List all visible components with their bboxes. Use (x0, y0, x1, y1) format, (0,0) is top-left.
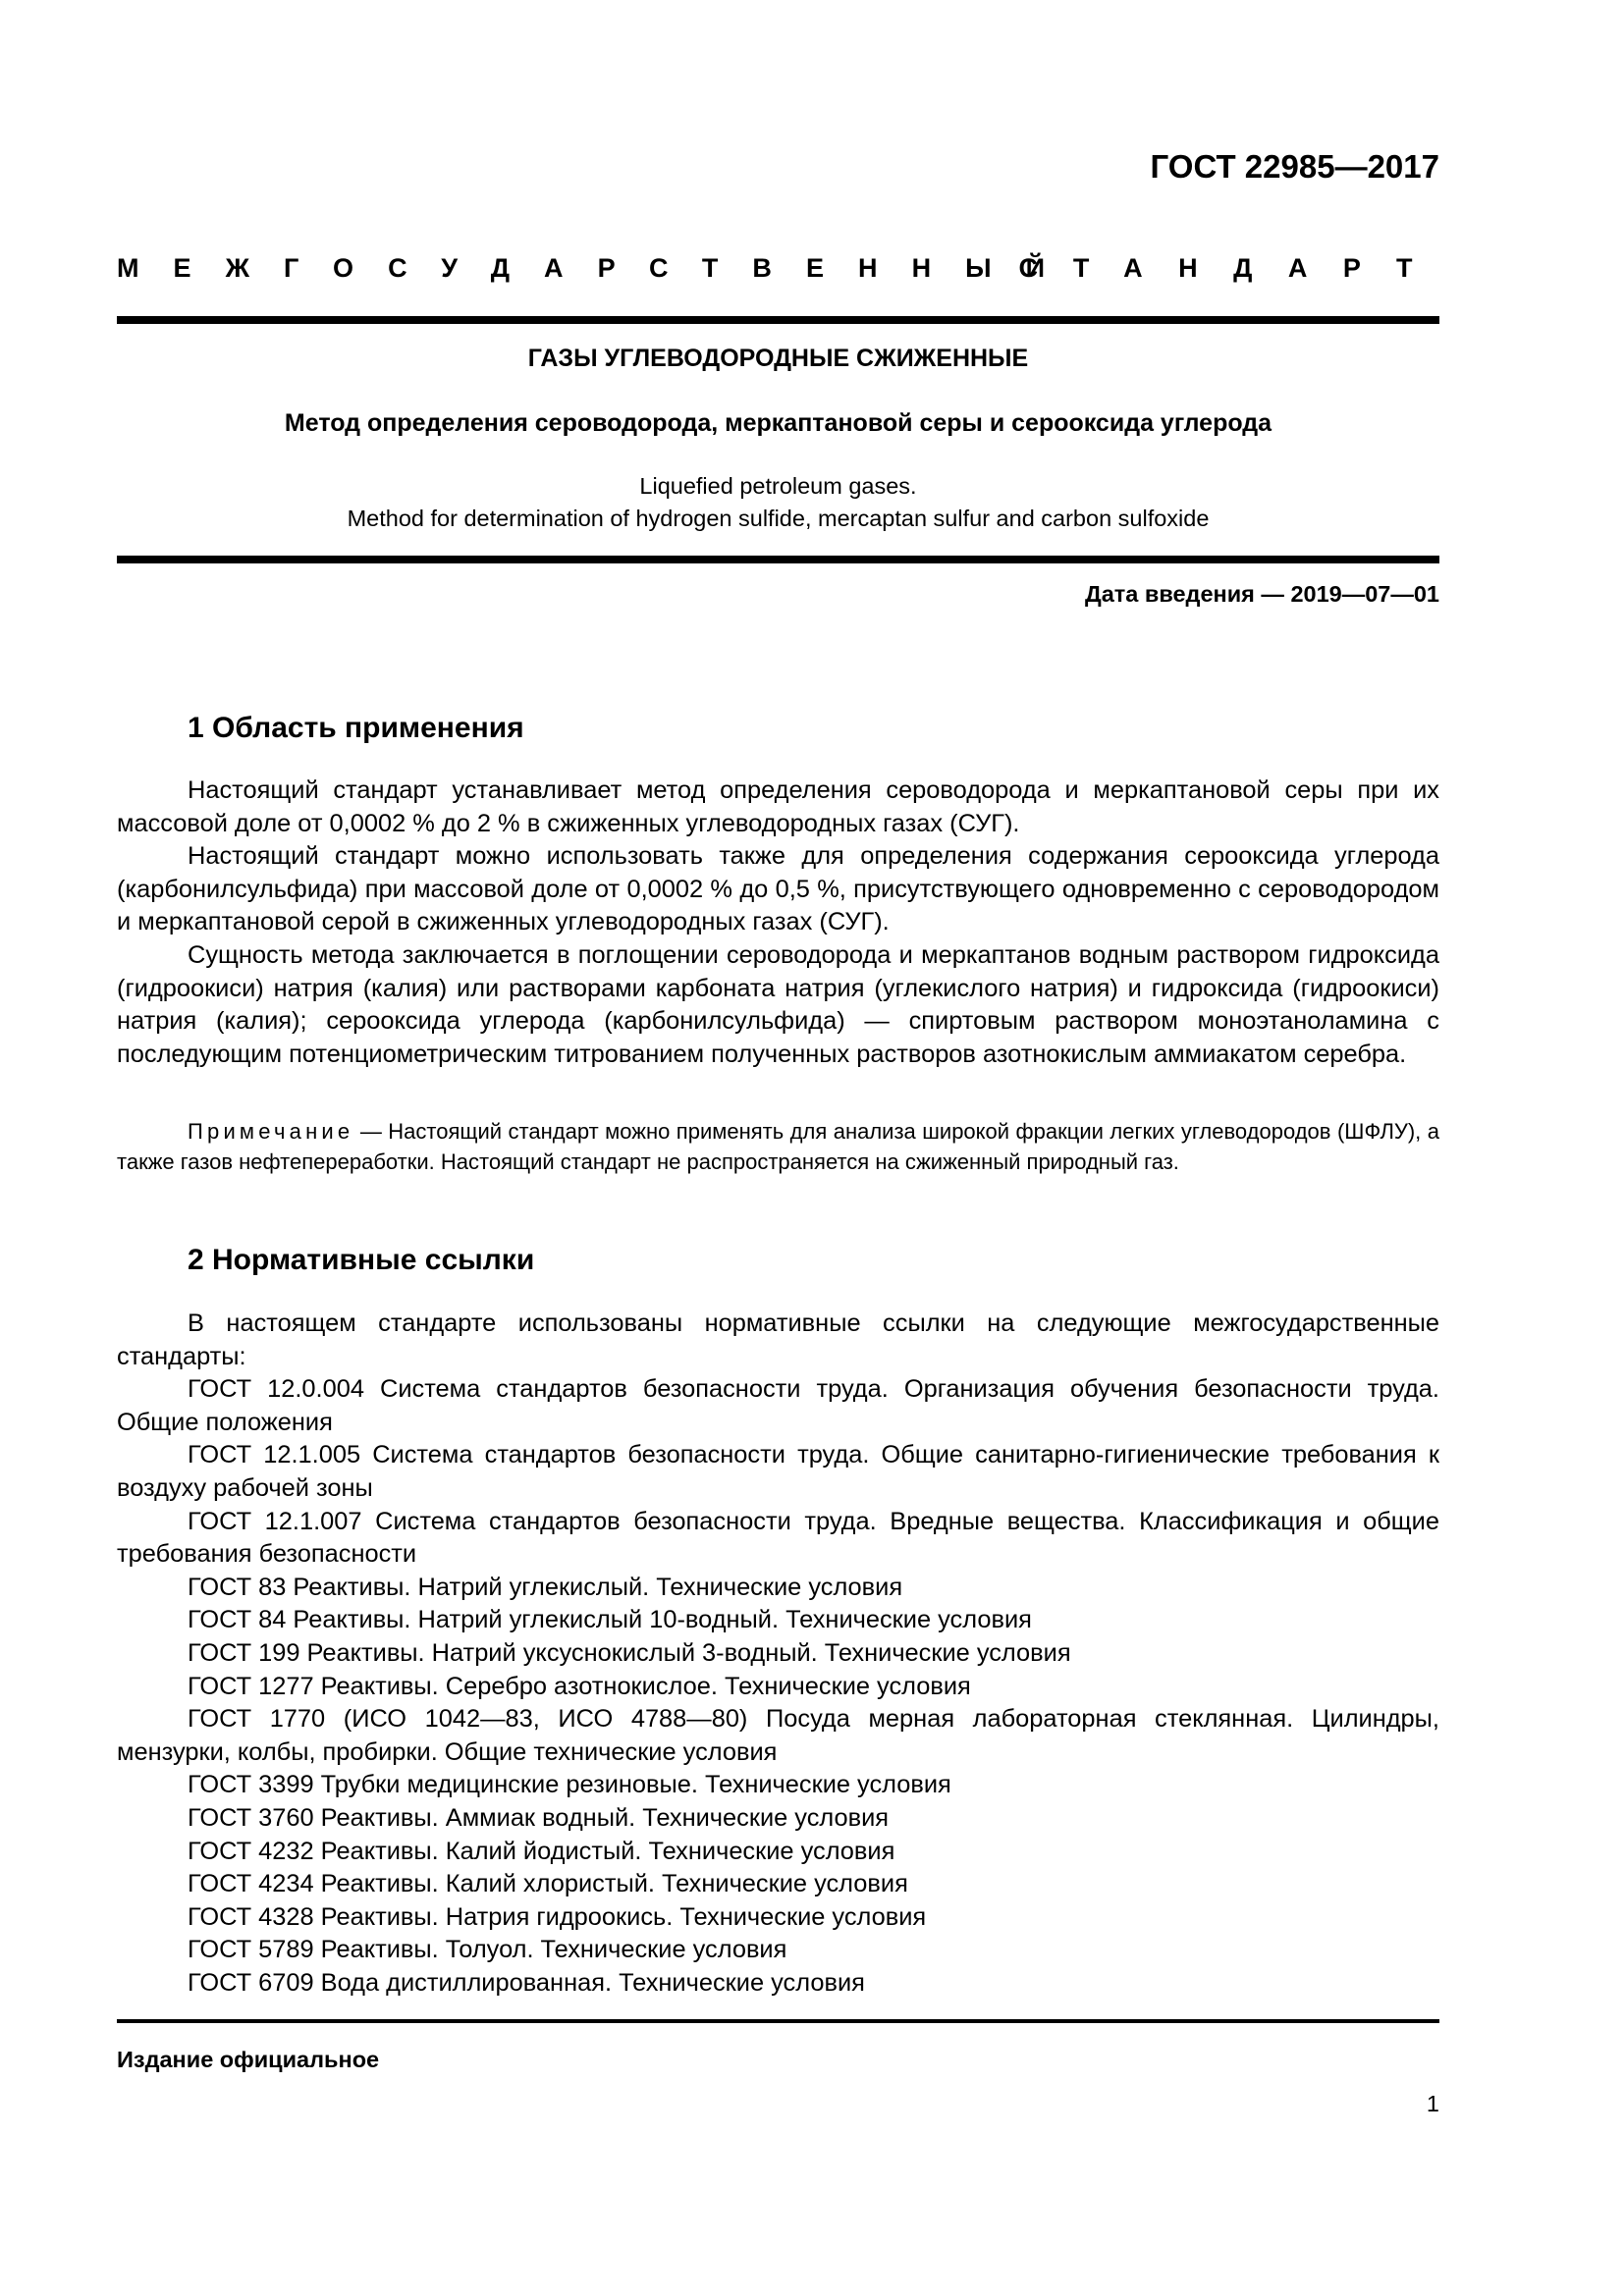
section-1-paragraph: Настоящий стандарт устанавливает метод определения сероводорода и меркаптановой серы при их массовой доле от 0,0002 % до 2 % в сжиженных углеводородных газах (СУГ). (117, 776, 1439, 837)
page-number: 1 (1426, 2091, 1439, 2116)
footer-rule (117, 2019, 1439, 2023)
english-title-line-1: Liquefied petroleum gases. (639, 473, 917, 499)
references-intro: В настоящем стандарте использованы нормативные ссылки на следующие межгосударственные стандарты: (117, 1309, 1439, 1370)
standard-type-line (117, 247, 1448, 289)
document-title: ГАЗЫ УГЛЕВОДОРОДНЫЕ СЖИЖЕННЫЕ (527, 345, 1029, 372)
section-1-note (117, 1117, 1439, 1177)
note-paragraph (117, 1117, 1439, 1177)
official-edition-label: Издание официальное (117, 2047, 380, 2072)
section-1-paragraph: Настоящий стандарт можно использовать также для определения содержания серооксида углерода (карбонилсульфида) при массовой доле от 0,0002 % до 0,5 %, присутствующего одновременно с сероводородом и меркаптановой серой в сжиженных углеводородных газах (СУГ). (117, 842, 1439, 936)
reference-item: ГОСТ 4232 Реактивы. Калий йодистый. Технические условия (188, 1837, 895, 1865)
document-designation: ГОСТ 22985—2017 (1150, 148, 1439, 185)
standard-type-word-interstate: МЕЖГОСУДАРСТВЕННЫЙ (117, 253, 1080, 283)
english-title (117, 470, 1439, 535)
reference-item: ГОСТ 3399 Трубки медицинские резиновые. Технические условия (188, 1771, 951, 1799)
reference-item: ГОСТ 4328 Реактивы. Натрия гидроокись. Технические условия (188, 1902, 927, 1931)
reference-item: ГОСТ 1770 (ИСО 1042—83, ИСО 4788—80) Посуда мерная лабораторная стеклянная. Цилиндры, мензурки, колбы, пробирки. Общие технические условия (117, 1705, 1439, 1766)
reference-item: ГОСТ 12.0.004 Система стандартов безопасности труда. Организация обучения безопасности труда. Общие положения (117, 1375, 1439, 1436)
reference-item: ГОСТ 12.1.007 Система стандартов безопасности труда. Вредные вещества. Классификация и общие требования безопасности (117, 1507, 1439, 1569)
reference-item: ГОСТ 6709 Вода дистиллированная. Технические условия (188, 1968, 865, 1997)
reference-item: ГОСТ 5789 Реактивы. Толуол. Технические условия (188, 1936, 787, 1964)
reference-item: ГОСТ 1277 Реактивы. Серебро азотнокислое. Технические условия (188, 1672, 971, 1700)
standard-type-word-standard: СТАНДАРТ (1018, 253, 1448, 283)
reference-item: ГОСТ 199 Реактивы. Натрий уксуснокислый 3-водный. Технические условия (188, 1638, 1071, 1667)
title-rule (117, 556, 1439, 563)
reference-item: ГОСТ 3760 Реактивы. Аммиак водный. Технические условия (188, 1803, 890, 1832)
reference-item: ГОСТ 84 Реактивы. Натрий углекислый 10-водный. Технические условия (188, 1606, 1032, 1634)
reference-item: ГОСТ 4234 Реактивы. Калий хлористый. Технические условия (188, 1870, 908, 1898)
section-1-paragraph: Сущность метода заключается в поглощении сероводорода и меркаптанов водным раствором гидроксида (гидроокиси) натрия (калия) или растворами карбоната натрия (углекислого натрия) и гидроксида (гидроокиси) натрия (калия); серооксида углерода (карбонилсульфида) — спиртовым раствором моноэтаноламина с последующим потенциометрическим титрованием полученных растворов азотнокислым аммиакатом серебра. (117, 940, 1439, 1068)
document-subtitle: Метод определения сероводорода, меркаптановой серы и серооксида углерода (284, 409, 1272, 437)
english-title-line-2: Method for determination of hydrogen sulfide, mercaptan sulfur and carbon sulfoxide (347, 506, 1210, 531)
reference-item: ГОСТ 12.1.005 Система стандартов безопасности труда. Общие санитарно-гигиенические требования к воздуху рабочей зоны (117, 1441, 1439, 1502)
reference-item: ГОСТ 83 Реактивы. Натрий углекислый. Технические условия (188, 1573, 903, 1601)
section-1-heading: 1 Область применения (188, 712, 524, 744)
section-2-heading: 2 Нормативные ссылки (188, 1244, 535, 1276)
section-1-body (117, 774, 1439, 1071)
references-list (117, 1308, 1439, 2000)
header-rule (117, 316, 1439, 324)
note-label: Примечание (188, 1119, 354, 1144)
date-of-introduction: Дата введения — 2019—07—01 (1084, 581, 1439, 607)
note-text: — Настоящий стандарт можно применять для анализа широкой фракции легких углеводородов (ШФЛУ), а также газов нефтепереработки. Настоящий стандарт не распространяется на сжиженный природный газ. (117, 1119, 1439, 1174)
